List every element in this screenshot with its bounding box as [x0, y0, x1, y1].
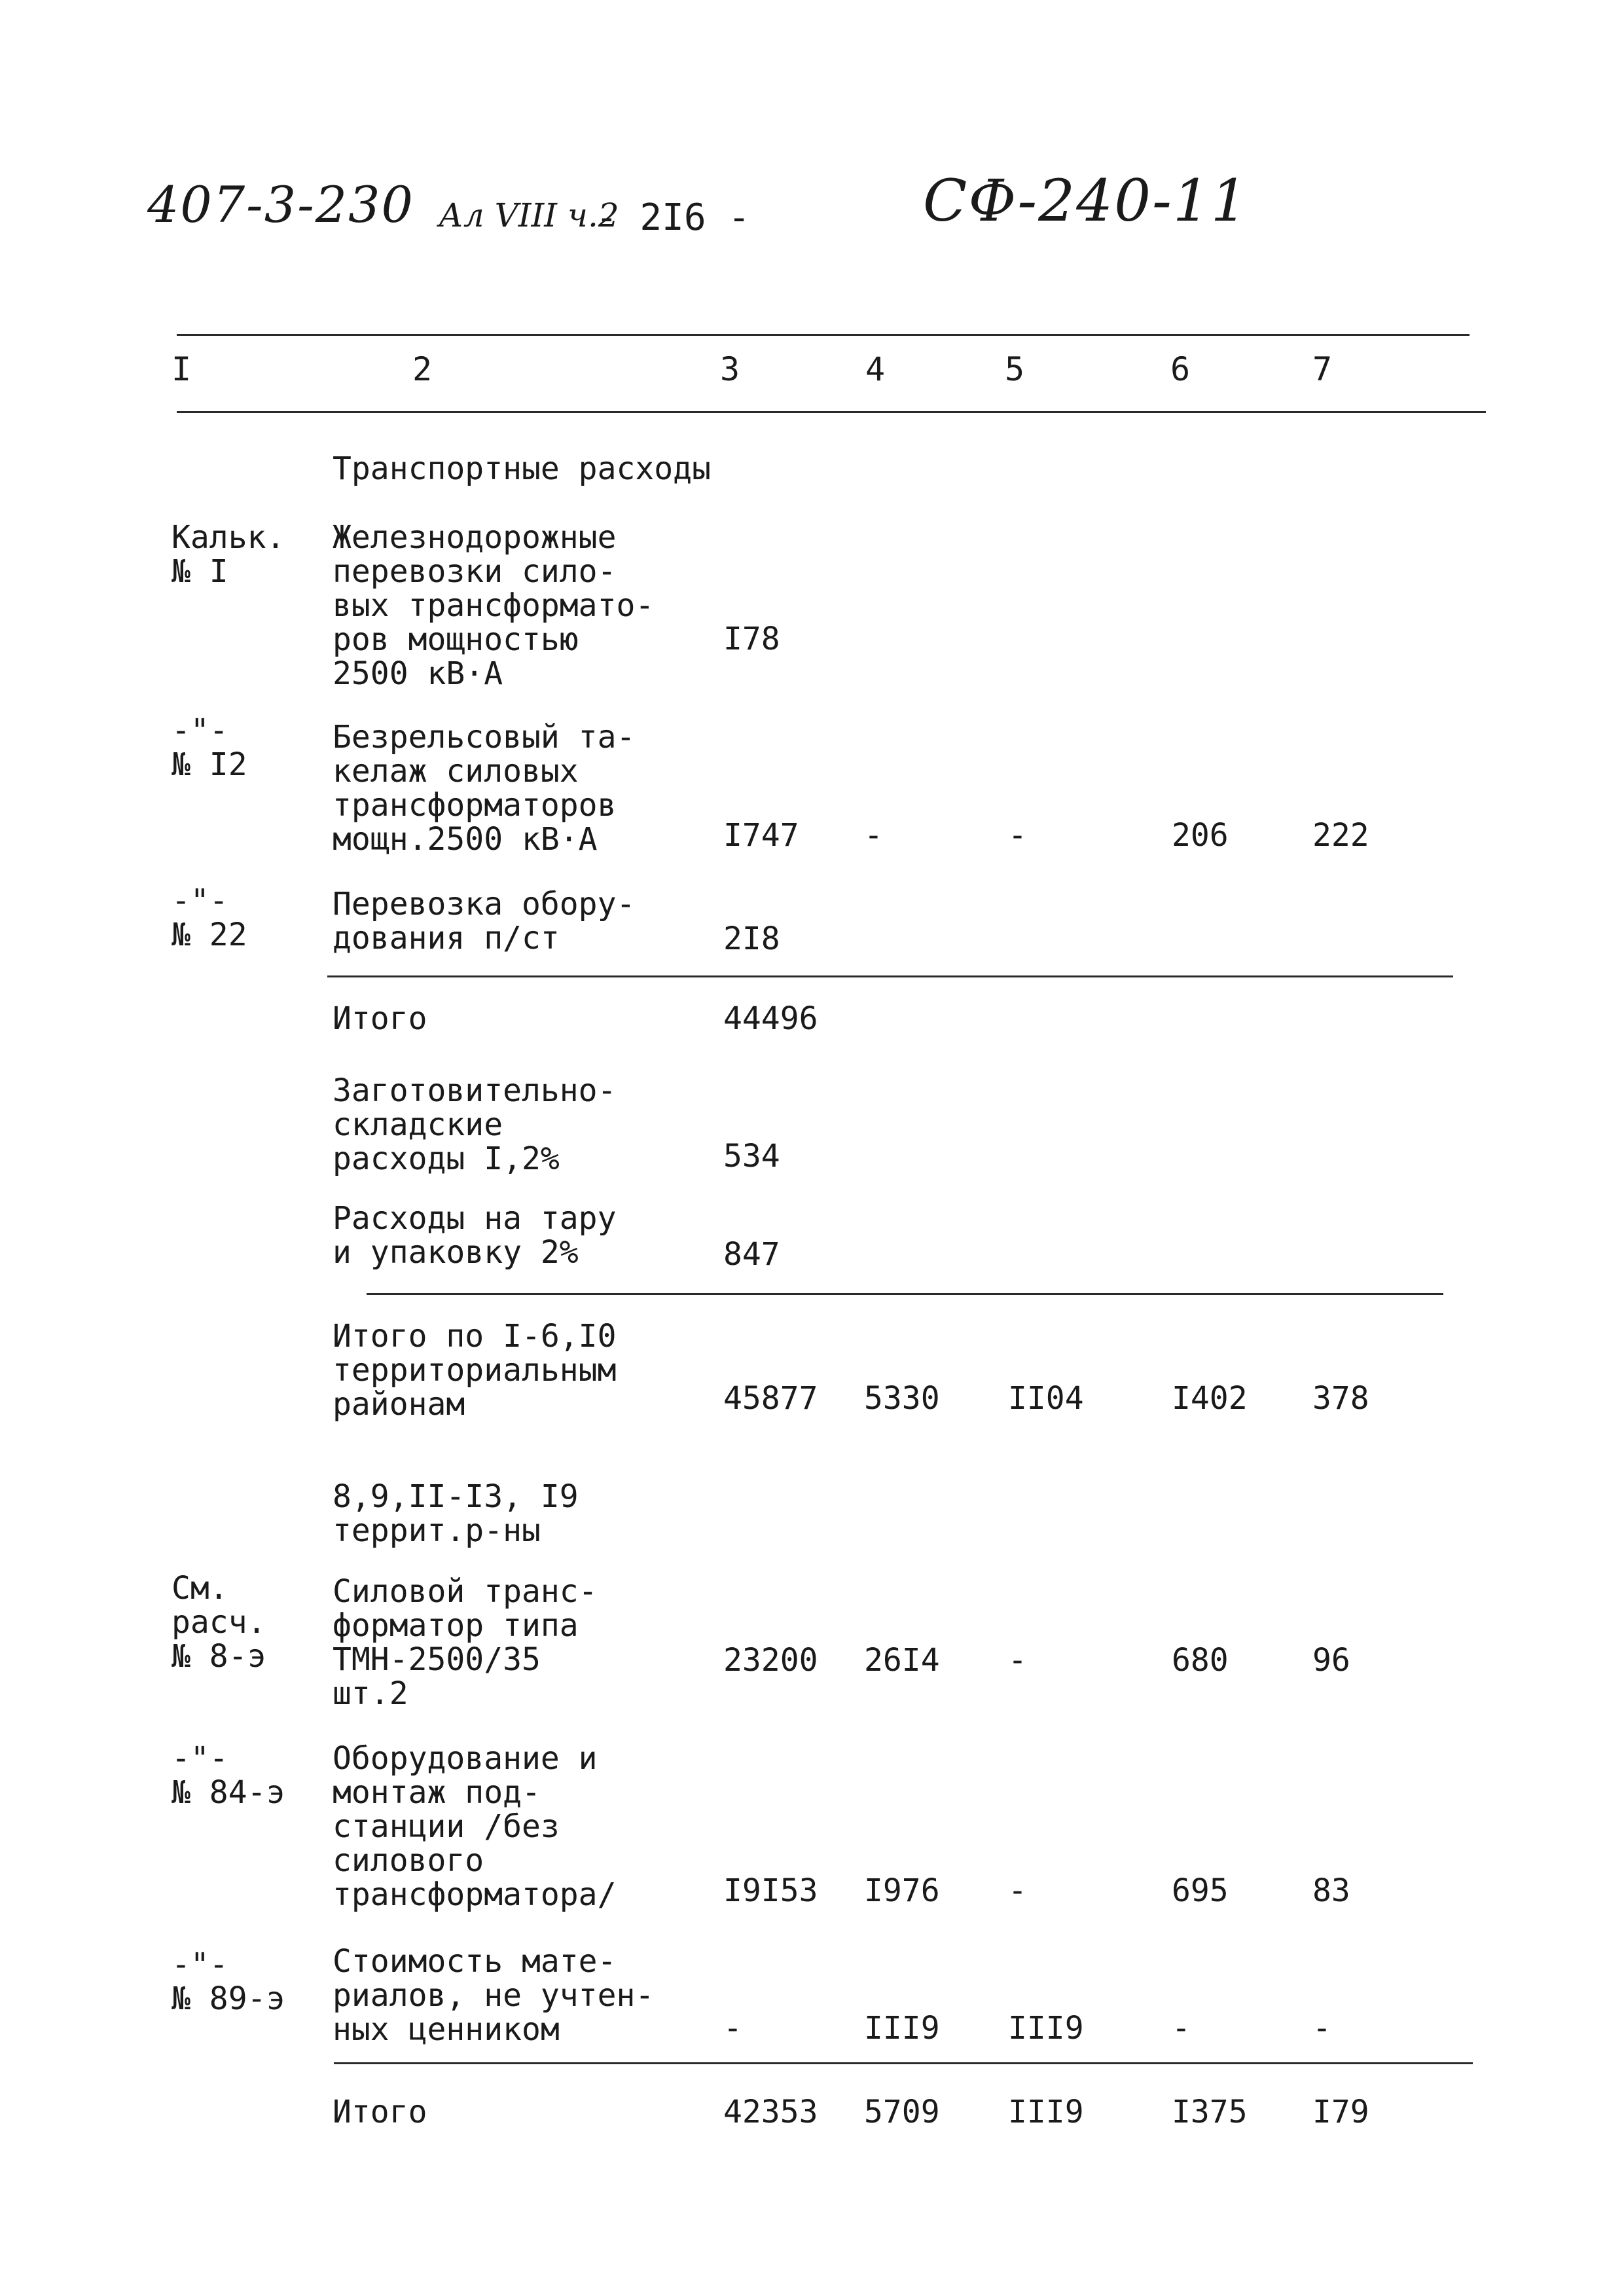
- section-title: Транспортные расходы: [333, 450, 711, 487]
- subtotal-value-col3: 44496: [723, 1000, 818, 1037]
- row-value-col6: -: [1172, 2010, 1191, 2047]
- table-top-rule: [177, 334, 1470, 336]
- row-value-col3: I78: [723, 621, 780, 657]
- row-value-col6: 206: [1172, 817, 1229, 854]
- row-value-col7: 83: [1312, 1872, 1350, 1909]
- row-description: Перевозка обору- дования п/ст: [333, 886, 636, 957]
- row-description: Стоимость мате- риалов, не учтен- ных ценником: [333, 1943, 655, 2048]
- row-description: Силовой транс- форматор типа ТМН-2500/35 шт.2: [333, 1573, 598, 1712]
- row-value-col7: -: [1312, 2010, 1331, 2047]
- table-header-rule: [177, 411, 1486, 413]
- column-number-5: 5: [1005, 350, 1025, 388]
- row-value-col4: 5330: [864, 1380, 940, 1417]
- row-value-col6: I402: [1172, 1380, 1248, 1417]
- subtotal-rule: [327, 975, 1453, 977]
- row-value-col5: II04: [1008, 1380, 1084, 1417]
- column-number-4: 4: [865, 350, 886, 388]
- column-number-1: I: [171, 350, 192, 388]
- row-value-col3: 23200: [723, 1642, 818, 1679]
- page-number: - 2I6 -: [596, 196, 751, 239]
- row-value-col3: 2I8: [723, 920, 780, 957]
- row-value-col3: 534: [723, 1138, 780, 1175]
- row-value-col5: -: [1008, 817, 1027, 854]
- row-value-col3: I9I53: [723, 1872, 818, 1909]
- row-description: Оборудование и монтаж под- станции /без силового трансформатора/: [333, 1740, 617, 1913]
- sheet-code: СФ-240-11: [923, 167, 1249, 234]
- subtotal-label: Итого: [333, 1000, 427, 1037]
- total-label: Итого: [333, 2094, 427, 2130]
- row-value-col4: III9: [864, 2010, 940, 2047]
- row-ref: Кальк. № I: [171, 519, 285, 590]
- row-value-col3: 847: [723, 1236, 780, 1273]
- column-number-2: 2: [412, 350, 433, 388]
- total-value-col5: III9: [1008, 2094, 1084, 2130]
- total-value-col4: 5709: [864, 2094, 940, 2130]
- column-number-6: 6: [1170, 350, 1191, 388]
- row-description: Расходы на тару и упаковку 2%: [333, 1200, 617, 1271]
- row-ref: -"- № 22: [171, 883, 247, 953]
- row-description: Безрельсовый та- келаж силовых трансформаторов мощн.2500 кВ·А: [333, 719, 636, 858]
- row-ref: -"- № I2: [171, 712, 247, 783]
- row-ref: -"- № 84-э: [171, 1740, 285, 1811]
- row-value-col5: III9: [1008, 2010, 1084, 2047]
- row-value-col6: 695: [1172, 1872, 1229, 1909]
- row-value-col7: 222: [1312, 817, 1369, 854]
- total-value-col6: I375: [1172, 2094, 1248, 2130]
- row-value-col3: -: [723, 2010, 742, 2047]
- total-value-col7: I79: [1312, 2094, 1369, 2130]
- row-value-col4: -: [864, 817, 883, 854]
- column-number-7: 7: [1312, 350, 1333, 388]
- column-number-3: 3: [720, 350, 740, 388]
- row-description: Заготовительно- складские расходы I,2%: [333, 1072, 617, 1177]
- document-part: Ал VIII ч.2: [439, 196, 619, 234]
- final-total-rule: [334, 2062, 1473, 2064]
- row-value-col3: I747: [723, 817, 799, 854]
- total-rule: [367, 1293, 1443, 1295]
- row-value-col4: I976: [864, 1872, 940, 1909]
- row-description: Железнодорожные перевозки сило- вых трансформато- ров мощностью 2500 кВ·А: [333, 519, 655, 692]
- row-ref: -"- № 89-э: [171, 1946, 285, 2017]
- row-value-col7: 378: [1312, 1380, 1369, 1417]
- row-value-col4: 26I4: [864, 1642, 940, 1679]
- row-description: 8,9,II-I3, I9 террит.р-ны: [333, 1478, 579, 1549]
- row-ref: См. расч. № 8-э: [171, 1570, 266, 1675]
- row-value-col7: 96: [1312, 1642, 1350, 1679]
- total-value-col3: 42353: [723, 2094, 818, 2130]
- document-code: 407-3-230: [147, 175, 414, 234]
- row-value-col5: -: [1008, 1872, 1027, 1909]
- row-value-col3: 45877: [723, 1380, 818, 1417]
- row-value-col6: 680: [1172, 1642, 1229, 1679]
- row-value-col5: -: [1008, 1642, 1027, 1679]
- row-description: Итого по I-6,I0 территориальным районам: [333, 1318, 617, 1423]
